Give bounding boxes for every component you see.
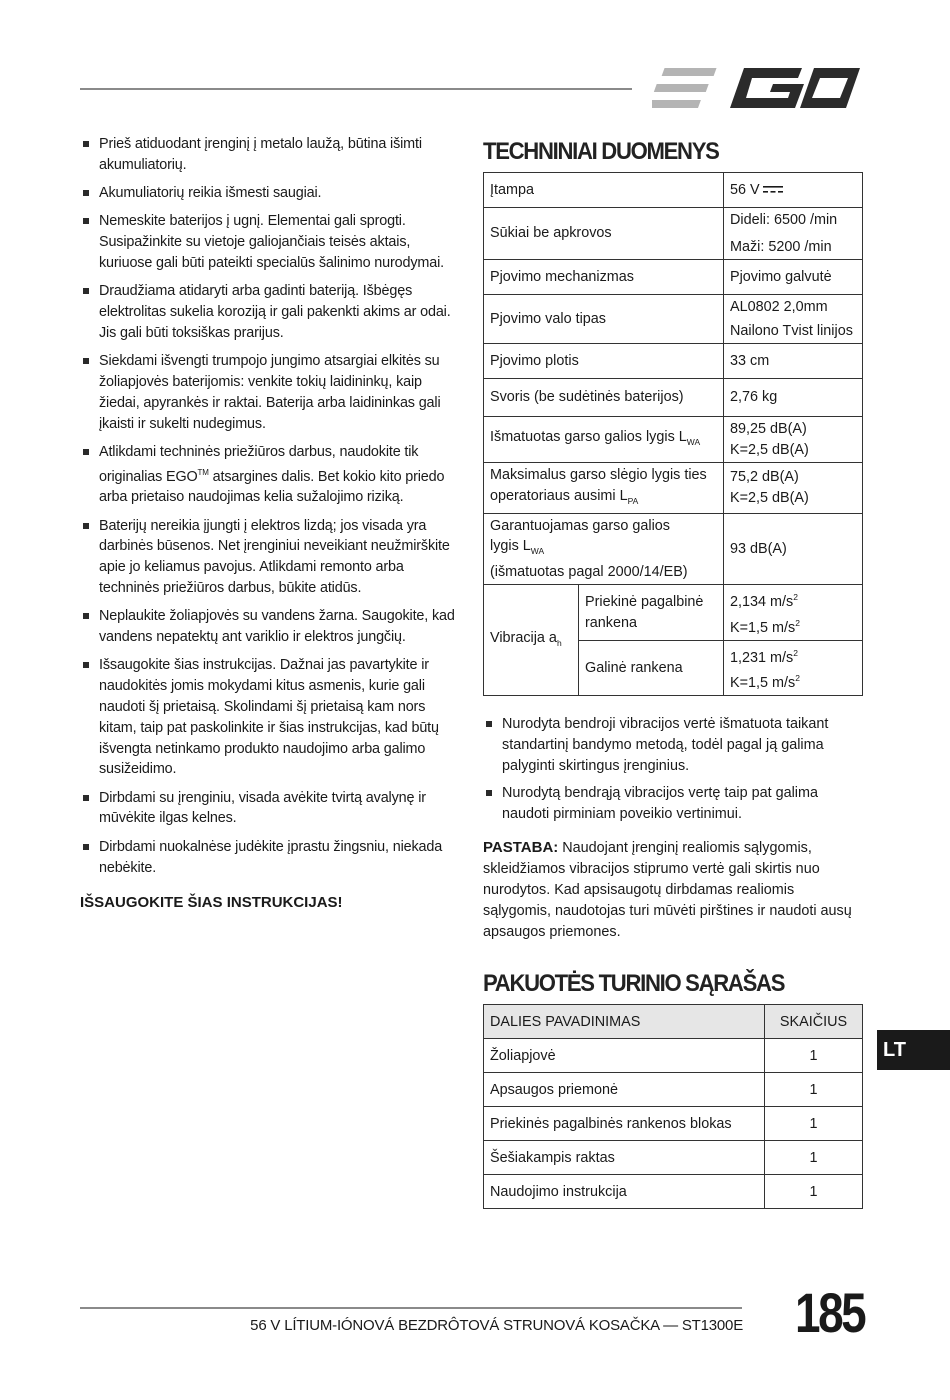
list-item: Nurodyta bendroji vibracijos vertė išmatuota taikant standartinį bandymo metodą, todėl pagal ją galima palyginti skirtingus įrenginius.: [483, 714, 863, 776]
table-row: Pjovimo valo tipas AL0802 2,0mm Nailono Tvist linijos: [484, 295, 863, 344]
list-item: Neplaukite žoliapjovės su vandens žarna. Saugokite, kad vandens nepatektų ant variklio ir elektros jungčių.: [80, 606, 462, 648]
specs-table: [483, 172, 863, 696]
table-row: Naudojimo instrukcija 1: [484, 1175, 863, 1209]
list-item: Dirbdami nuokalnėse judėkite įprastu žingsniu, niekada nebėkite.: [80, 837, 462, 879]
table-header-row: DALIES PAVADINIMAS SKAIČIUS: [484, 1005, 863, 1039]
footer-title: 56 V LÍTIUM-IÓNOVÁ BEZDRÔTOVÁ STRUNOVÁ KOSAČKA — ST1300E: [250, 1317, 743, 1334]
table-row: Vibracija $a_h$ Priekinė pagalbinė rankena 2,134 $m/s^2$ K=1,5 $m/s^2$: [484, 585, 863, 641]
footer-rule: [80, 1307, 742, 1309]
list-item: Akumuliatorių reikia išmesti saugiai.: [80, 183, 462, 204]
table-row: Svoris (be sudėtinės baterijos) 2,76 kg: [484, 379, 863, 417]
table-row: Šešiakampis raktas 1: [484, 1141, 863, 1175]
table-row: Žoliapjovė 1: [484, 1039, 863, 1073]
save-instructions-heading: IŠSAUGOKITE ŠIAS INSTRUKCIJAS!: [80, 894, 343, 912]
table-row: Pjovimo mechanizmas Pjovimo galvutė: [484, 260, 863, 295]
table-row: Maksimalus garso slėgio lygis ties operatoriaus ausimi $L_{PA}$ 75,2 dB(A) K=2,5 dB(A): [484, 463, 863, 514]
header-rule: [80, 88, 632, 90]
packing-table: [483, 1004, 863, 1209]
language-tab: LT: [877, 1030, 950, 1070]
table-row: Pjovimo plotis 33 cm: [484, 344, 863, 379]
list-item: Atlikdami techninės priežiūros darbus, naudokite tik originalias EGO™ atsargines dalis. Bet kokio kito priedo arba prietaiso naudojimas kelia sužalojimo riziką.: [80, 442, 462, 508]
table-row: Įtampa 56 V: [484, 173, 863, 208]
list-item: Baterijų nereikia įjungti į elektros lizdą; jos visada yra darbinės būsenos. Net įrenginiui neveikiant neužmirškite apie jo keliamus pavojus. Atlikdami remonto arba techninės priežiūros darbus, būkite atidūs.: [80, 516, 462, 599]
table-row: Išmatuotas garso galios lygis $L_{WA}$ 89,25 dB(A) K=2,5 dB(A): [484, 417, 863, 463]
dc-current-icon: [763, 186, 783, 194]
list-item: Nemeskite baterijos į ugnį. Elementai gali sprogti. Susipažinkite su vietoje galiojančiais teisės aktais, kuriuose gali būti pateikti specialūs šalinimo nurodymai.: [80, 211, 462, 273]
list-item: Draudžiama atidaryti arba gadinti bateriją. Išbėgęs elektrolitas sukelia koroziją ir gali pakenkti akims ar odai. Jis gali būti toksiškas prarijus.: [80, 281, 462, 343]
table-row: Priekinės pagalbinės rankenos blokas 1: [484, 1107, 863, 1141]
list-item: Nurodytą bendrąją vibracijos vertę taip pat galima naudoti pirminiam poveikio vertinimui.: [483, 783, 863, 825]
list-item: Prieš atiduodant įrenginį į metalo laužą, būtina išimti akumuliatorių.: [80, 134, 462, 176]
specs-column: [483, 132, 863, 1209]
list-item: Išsaugokite šias instrukcijas. Dažnai jas pavartykite ir naudokitės jomis mokydami kitus asmenis, kurie gali naudoti šį prietaisą. Skolindami šį prietaisą kam nors kitam, taip pat paskolinkite ir šias instrukcijas, kad būtų išvengta netinkamo produkto naudojimo arba galimo susižeidimo.: [80, 655, 462, 780]
specs-title: TECHNINIAI DUOMENYS: [483, 138, 719, 165]
ego-logo: [652, 64, 862, 112]
list-item: Siekdami išvengti trumpojo jungimo atsargiai elkitės su žoliapjovės baterijomis: venkite tokių laidininkų, kaip žiedai, apyrankės ir raktai. Baterija arba laidininkas gali įkaisti ir sukelti nudegimus.: [80, 351, 462, 434]
table-row: Apsaugos priemonė 1: [484, 1073, 863, 1107]
vibration-notes: [483, 714, 863, 824]
page-number: 185: [795, 1281, 865, 1344]
list-item: Dirbdami su įrenginiu, visada avėkite tvirtą avalynę ir mūvėkite ilgas kelnes.: [80, 788, 462, 830]
safety-list: [80, 134, 462, 878]
table-row: Garantuojamas garso galios lygis $L_{WA}$ (išmatuotas pagal 2000/14/EB) 93 dB(A): [484, 513, 863, 584]
safety-column: [80, 134, 462, 911]
note-paragraph: PASTABA: Naudojant įrenginį realiomis sąlygomis, skleidžiamos vibracijos stiprumo vertė gali skirtis nuo nurodytos. Kad apsisaugotų dirbdamas realiomis sąlygomis, naudotojas turi mūvėti pirštines ir naudoti ausų apsaugos priemones.: [483, 839, 852, 940]
table-row: Sūkiai be apkrovos Dideli: 6500 /min Maži: 5200 /min: [484, 208, 863, 260]
table-row: Galinė rankena 1,231 $m/s^2$ K=1,5 $m/s^2$: [484, 640, 863, 696]
packing-title: PAKUOTĖS TURINIO SĄRAŠAS: [483, 970, 785, 998]
